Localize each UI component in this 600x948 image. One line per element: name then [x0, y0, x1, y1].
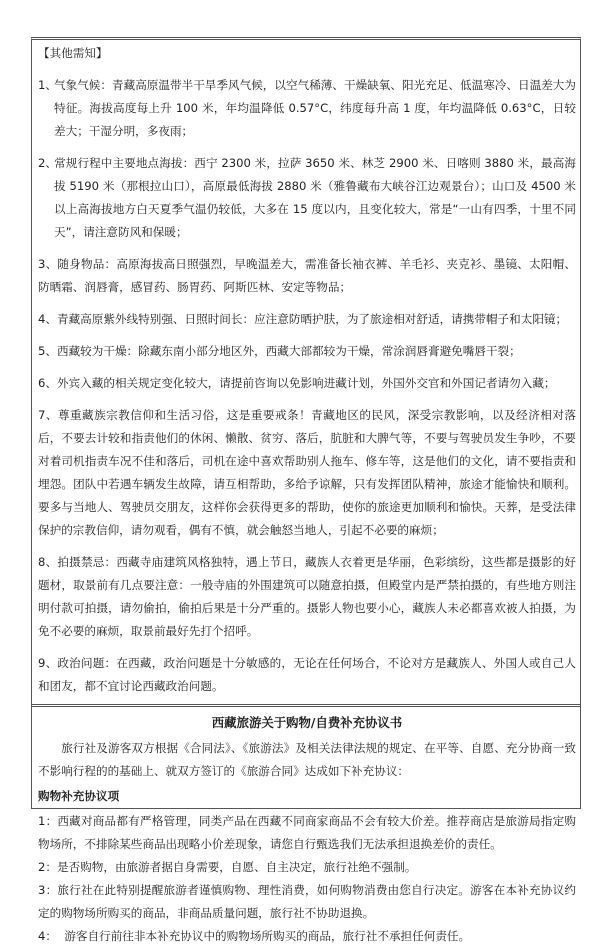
notice-item: 1、气象气候：青藏高原温带半干旱季风气候，以空气稀薄、干燥缺氧、阳光充足、低温寒冷、日温差大为特征。海拔高度每上升 100 米，年均温降低 0.57°C，纬度每升高 1 度，年均温降低 0.63°C，日较差大；干湿分明，多夜雨； [38, 78, 576, 138]
notice-item: 5、西藏较为干燥：除藏东南小部分地区外，西藏大部都较为干燥，常涂润唇膏避免嘴唇干裂； [38, 344, 521, 358]
agreement-item: 2：是否购物，由旅游者据自身需要，自愿、自主决定，旅行社绝不强制。 [38, 860, 417, 874]
document-frame [31, 37, 581, 943]
notice-heading: 【其他需知】 [38, 46, 108, 60]
agreement-subheading: 购物补充协议项 [38, 789, 120, 803]
notice-item: 9、政治问题：在西藏，政治问题是十分敏感的，无论在任何场合，不论对方是藏族人、外国人或自己人和团友，都不宜讨论西藏政治问题。 [38, 656, 576, 693]
notice-item: 2、常规行程中主要地点海拔：西宁 2300 米，拉萨 3650 米、林芝 2900 米、日喀则 3880 米，最高海拔 5190 米（那根拉山口），高原最低海拔 2880 米（雅鲁藏布大峡谷江边观景台）；山口及 4500 米以上高海拔地方白天夏季气温仍较低，大多在 15 度以内，且变化较大，常是“一山有四季，十里不同天”，请注意防风和保暖； [38, 156, 576, 239]
notice-item: 8、拍摄禁忌：西藏寺庙建筑风格独特，遇上节日，藏族人衣着更是华丽，色彩缤纷，这些都是摄影的好题材，取景前有几点要注意：一般寺庙的外围建筑可以随意拍摄，但殿堂内是严禁拍摄的，有些地方则注明付款可拍摄，请勿偷拍，偷拍后果是十分严重的。摄影人物也要小心，藏族人未必都喜欢被人拍摄，为免不必要的麻烦，取景前最好先打个招呼。 [38, 555, 576, 638]
agreement-item: 4： 游客自行前往非本补充协议中的购物场所购买的商品，旅行社不承担任何责任。 [38, 929, 471, 943]
agreement-intro: 旅行社及游客双方根据《合同法》、《旅游法》及相关法律法规的规定、在平等、自愿、充分协商一致不影响行程的的基础上、就双方签订的《旅游合同》达成如下补充协议： [38, 741, 576, 778]
agreement-item: 1：西藏对商品都有严格管理，同类产品在西藏不同商家商品不会有较大价差。推荐商店是旅游局指定购物场所，不排除某些商品出现略小价差现象，请您自行甄选我们无法承担退换差价的责任。 [38, 814, 576, 851]
notice-item: 4、青藏高原紫外线特别强、日照时间长：应注意防晒护肤，为了旅途相对舒适，请携带帽子和太阳镜； [38, 312, 568, 326]
agreement-section [32, 711, 580, 948]
notice-item: 6、外宾入藏的相关规定变化较大，请提前咨询以免影响进藏计划，外国外交官和外国记者请勿入藏； [38, 376, 556, 390]
notice-item: 7、尊重藏族宗教信仰和生活习俗，这是重要戒条！青藏地区的民风，深受宗教影响，以及经济相对落后，不要去计较和指责他们的休闲、懒散、贫穷、落后，肮脏和大脾气等，不要与驾驶员发生争吵，不要对着司机指责车况不佳和落后，司机在途中喜欢帮助别人拖车、修车等，这是他们的文化，请不要指责和埋怨。团队中若遇车辆发生故障，请互相帮助，多给予谅解，只有发挥团队精神，旅途才能愉快和顺利。要多与当地人、驾驶员交朋友，这样你会获得更多的帮助，使你的旅途更加顺利和愉快。天葬，是受法律保护的宗教信仰，请勿观看，偶有不慎，就会触怒当地人，引起不必要的麻烦； [38, 408, 576, 537]
agreement-title: 西藏旅游关于购物/自费补充协议书 [211, 715, 403, 730]
notice-section [32, 42, 580, 698]
agreement-item: 3：旅行社在此特别提醒旅游者谨慎购物、理性消费，如何购物消费由您自行决定。游客在本补充协议约定的购物场所购买的商品，非商品质量问题，旅行社不协助退换。 [38, 883, 576, 920]
section-divider [32, 704, 580, 707]
notice-item: 3、随身物品：高原海拔高日照强烈，早晚温差大，需准备长袖衣裤、羊毛衫、夹克衫、墨镜、太阳帽、防晒霜、润唇膏，感冒药、肠胃药、阿斯匹林、安定等物品； [38, 257, 576, 294]
